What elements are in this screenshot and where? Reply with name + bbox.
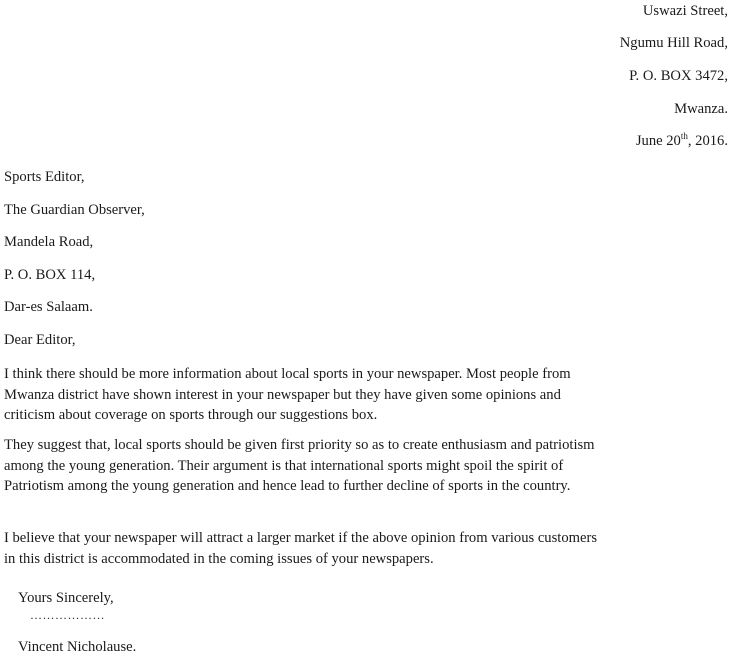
date-ordinal: th xyxy=(680,131,688,141)
sender-address-line-2: Ngumu Hill Road, xyxy=(619,35,728,51)
body-paragraph-1: I think there should be more information about local sports in your newspaper. Most people from Mwanza district have shown interest in your newspaper but they have given some opinions and criticism about coverage on sports through our suggestions box. xyxy=(4,366,571,423)
signer-name: Vincent Nicholause. xyxy=(18,639,137,655)
recipient-address-line-1: Sports Editor, xyxy=(4,169,85,185)
recipient-address-line-4: P. O. BOX 114, xyxy=(4,267,96,283)
body-paragraph-2: They suggest that, local sports should be given first priority so as to create enthusiasm and patriotism among the young generation. Their argument is that international sports might spoil the spirit of Patriotism among the young generation and hence lead to further decline of sports in the country. xyxy=(4,437,595,494)
salutation: Dear Editor, xyxy=(4,332,76,348)
body-paragraph-3: I believe that your newspaper will attract a larger market if the above opinion from various customers in this district is accommodated in the coming issues of your newspapers. xyxy=(4,530,598,567)
signature-line: ……………… xyxy=(30,608,105,622)
closing-phrase: Yours Sincerely, xyxy=(18,590,114,606)
recipient-address-line-5: Dar-es Salaam. xyxy=(4,299,93,315)
sender-address-line-1: Uswazi Street, xyxy=(642,3,728,19)
date-day: June 20 xyxy=(635,133,681,149)
recipient-address-line-3: Mandela Road, xyxy=(4,234,94,250)
recipient-address-line-2: The Guardian Observer, xyxy=(4,202,145,218)
sender-address-line-3: P. O. BOX 3472, xyxy=(629,68,728,84)
sender-address-line-4: Mwanza. xyxy=(674,101,728,117)
letter-date xyxy=(636,133,728,150)
date-year: , 2016. xyxy=(687,133,728,149)
